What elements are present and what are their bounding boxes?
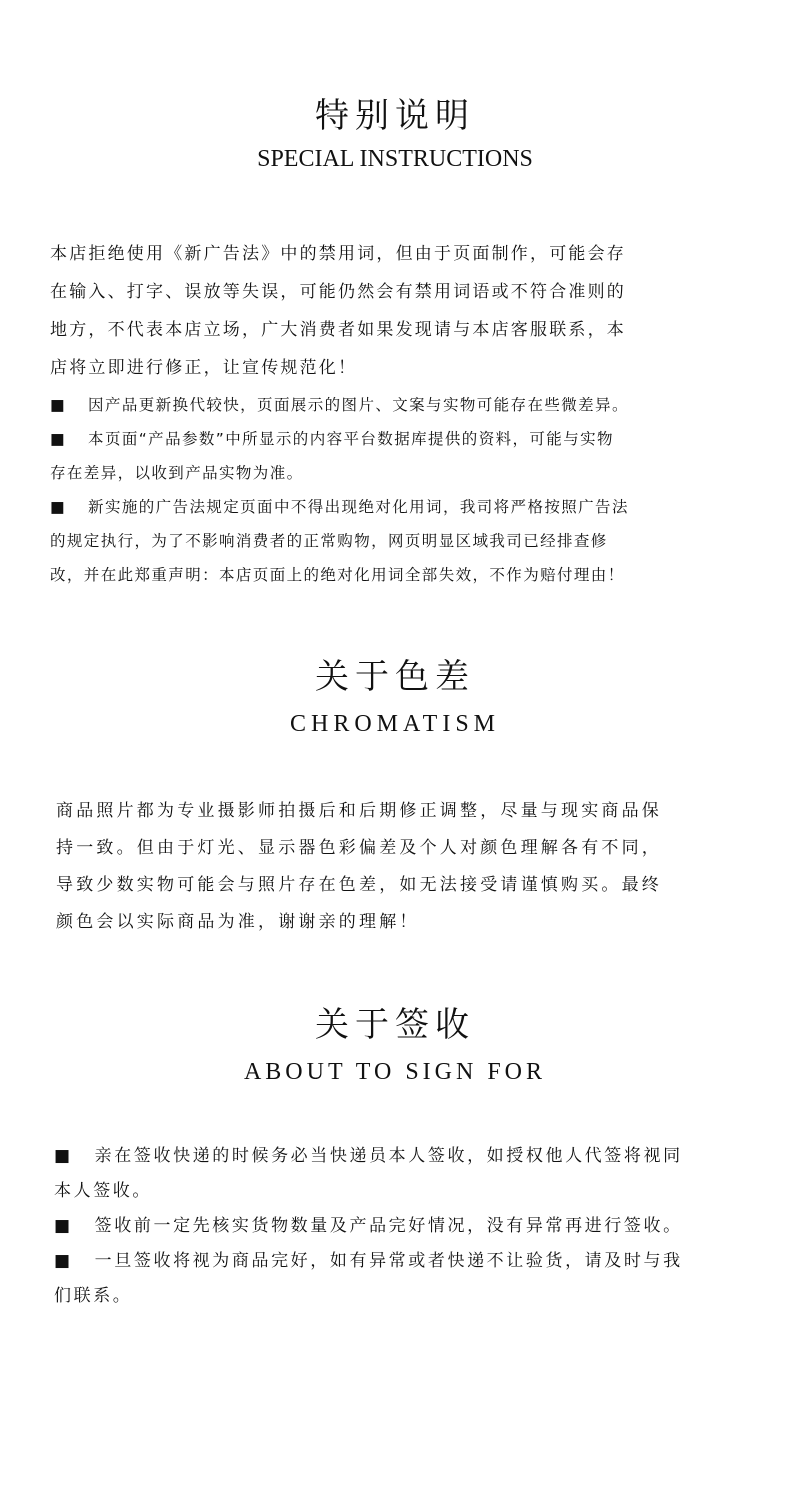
special-bullet-line: 存在差异，以收到产品实物为准。 [50, 464, 304, 482]
signfor-bullets [54, 1139, 754, 1314]
special-bullet-line: ■ 新实施的广告法规定页面中不得出现绝对化用词，我司将严格按照广告法 [50, 490, 750, 524]
special-title-zh: 特别说明 [315, 96, 475, 136]
special-bullet-line: ■ 本页面“产品参数”中所显示的内容平台数据库提供的资料，可能与实物 [50, 422, 750, 456]
signfor-title-en: ABOUT TO SIGN FOR [243, 1059, 547, 1085]
special-bullets [50, 388, 750, 592]
chromatism-line: 商品照片都为专业摄影师拍摄后和后期修正调整，尽量与现实商品保 [56, 801, 662, 821]
chromatism-text [56, 793, 746, 941]
chromatism-title-en: CHROMATISM [289, 711, 501, 737]
special-title-en: SPECIAL INSTRUCTIONS [257, 146, 533, 172]
signfor-bullet-line: ■ 一旦签收将视为商品完好，如有异常或者快递不让验货，请及时与我 [54, 1244, 754, 1279]
special-bullet-line: ■ 因产品更新换代较快，页面展示的图片、文案与实物可能存在些微差异。 [50, 388, 750, 422]
special-intro-line: 地方，不代表本店立场，广大消费者如果发现请与本店客服联系，本 [50, 320, 626, 340]
bullet-square-icon: ■ [54, 1216, 73, 1236]
signfor-bullet-line: ■ 亲在签收快递的时候务必当快递员本人签收，如授权他人代签将视同 [54, 1139, 754, 1174]
signfor-title-zh: 关于签收 [315, 1005, 475, 1045]
special-bullet-line: 改，并在此郑重声明：本店页面上的绝对化用词全部失效，不作为赔付理由！ [50, 566, 625, 584]
signfor-bullet-line: ■ 签收前一定先核实货物数量及产品完好情况，没有异常再进行签收。 [54, 1209, 754, 1244]
special-intro-line: 店将立即进行修正，让宣传规范化！ [50, 358, 358, 378]
chromatism-line: 持一致。但由于灯光、显示器色彩偏差及个人对颜色理解各有不同， [56, 838, 662, 858]
chromatism-line: 导致少数实物可能会与照片存在色差，如无法接受请谨慎购买。最终 [56, 875, 662, 895]
bullet-square-icon: ■ [50, 396, 67, 414]
special-intro-line: 本店拒绝使用《新广告法》中的禁用词，但由于页面制作，可能会存 [50, 244, 626, 264]
bullet-square-icon: ■ [50, 430, 67, 448]
signfor-header [0, 1003, 790, 1087]
chromatism-line: 颜色会以实际商品为准，谢谢亲的理解！ [56, 912, 420, 932]
bullet-square-icon: ■ [54, 1251, 73, 1271]
bullet-square-icon: ■ [50, 498, 67, 516]
special-bullet-line: 的规定执行，为了不影响消费者的正常购物，网页明显区域我司已经排查修 [50, 532, 608, 550]
special-intro-line: 在输入、打字、误放等失误，可能仍然会有禁用词语或不符合准则的 [50, 282, 626, 302]
special-header [0, 94, 790, 174]
chromatism-header [0, 655, 790, 739]
special-intro [50, 235, 750, 387]
signfor-bullet-line: 们联系。 [54, 1286, 133, 1306]
chromatism-title-zh: 关于色差 [315, 657, 475, 697]
bullet-square-icon: ■ [54, 1146, 73, 1166]
signfor-bullet-line: 本人签收。 [54, 1181, 152, 1201]
